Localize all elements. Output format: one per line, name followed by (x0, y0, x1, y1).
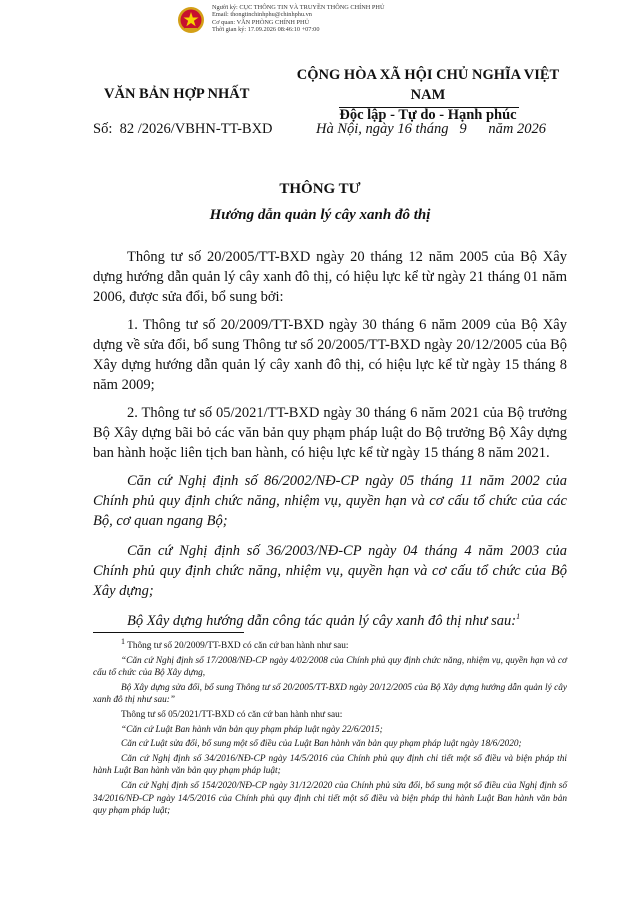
footnote-line: Bộ Xây dựng sửa đổi, bổ sung Thông tư số 20/2005/TT-BXD ngày 20/12/2005 của Bộ Xây dựng hướng dẫn quản lý cây xanh đô thị như sau:” (93, 682, 567, 706)
document-type-label: VĂN BẢN HỢP NHẤT (104, 86, 250, 102)
footnote-line: “Căn cứ Luật Ban hành văn bản quy phạm pháp luật ngày 22/6/2015; (121, 724, 383, 735)
document-date: Hà Nội, ngày 16 tháng 9 năm 2026 (316, 121, 546, 137)
national-motto: Độc lập - Tự do - Hạnh phúc (339, 107, 517, 123)
footnote-line: “Căn cứ Nghị định số 17/2008/NĐ-CP ngày 4/02/2008 của Chính phủ quy định chức năng, nhiệm vụ, quyền hạn và cơ cấu tổ chức của Bộ Xây dựng, (93, 655, 567, 679)
document-subtitle: Hướng dẫn quản lý cây xanh đô thị (209, 207, 431, 223)
national-heading (283, 65, 573, 125)
paragraph-amendment-2: 2. Thông tư số 05/2021/TT-BXD ngày 30 tháng 6 năm 2021 của Bộ trưởng Bộ Xây dựng bãi bỏ các văn bản quy phạm pháp luật do Bộ trưởng Bộ Xây dựng ban hành hoặc liên tịch ban hành, có hiệu lực kể từ ngày 15 tháng 8 năm 2021. (93, 405, 567, 461)
paragraph-amendment-1: 1. Thông tư số 20/2009/TT-BXD ngày 30 tháng 6 năm 2009 của Bộ Xây dựng về sửa đổi, bổ sung Thông tư số 20/2005/TT-BXD ngày 20/12/2005 của Bộ Xây dựng hướng dẫn quản lý cây xanh đô thị, có hiệu lực kể từ ngày 15 tháng 8 năm 2009; (93, 317, 567, 393)
footnote-separator (93, 632, 244, 633)
footnote-line: Thông tư số 05/2021/TT-BXD có căn cứ ban hành như sau: (121, 709, 343, 720)
footnote-line: Căn cứ Luật sửa đổi, bổ sung một số điều của Luật Ban hành văn bản quy phạm pháp luật ngày 18/6/2020; (121, 739, 522, 750)
footnote (93, 636, 567, 820)
motto-underline (339, 107, 519, 108)
paragraph-legal-basis-2: Căn cứ Nghị định số 36/2003/NĐ-CP ngày 04 tháng 4 năm 2003 của Chính phủ quy định chức năng, nhiệm vụ, quyền hạn và cơ cấu tổ chức của Bộ Xây dựng; (93, 543, 567, 599)
national-emblem-icon (177, 6, 205, 34)
paragraph-legal-basis-1: Căn cứ Nghị định số 86/2002/NĐ-CP ngày 05 tháng 11 năm 2002 của Chính phủ quy định chức năng, nhiệm vụ, quyền hạn và cơ cấu tổ chức của các Bộ, cơ quan ngang Bộ; (93, 473, 567, 529)
document-body (93, 247, 567, 641)
document-title: THÔNG TƯ (279, 181, 361, 197)
national-title: CỘNG HÒA XÃ HỘI CHỦ NGHĨA VIỆT NAM (296, 67, 560, 103)
footnote-line: Căn cứ Nghị định số 154/2020/NĐ-CP ngày 31/12/2020 của Chính phủ sửa đổi, bổ sung một số điều của Nghị định số 34/2016/NĐ-CP ngày 14/5/2016 của Chính phủ quy định chi tiết một số điều và biện pháp thi hành Luật Ban hành văn bản quy phạm pháp luật; (93, 780, 567, 817)
digital-signature-info: Người ký: CỤC THÔNG TIN VÀ TRUYỀN THÔNG CHÍNH PHỦ Email: thongtinchinhphu@chinhphu.vn Cơ quan: VĂN PHÒNG CHÍNH PHỦ Thời gian ký: 17.09.2026 08:46:10 +07:00 (212, 4, 385, 34)
footnote-ref[interactable]: 1 (516, 612, 521, 622)
paragraph-intro: Thông tư số 20/2005/TT-BXD ngày 20 tháng 12 năm 2005 của Bộ Xây dựng hướng dẫn quản lý cây xanh đô thị, có hiệu lực kể từ ngày 21 tháng 01 năm 2006, được sửa đổi, bổ sung bởi: (93, 249, 567, 305)
document-number: Số: 82 /2026/VBHN-TT-BXD (93, 121, 273, 137)
footnote-line: $^1$ Thông tư số 20/2009/TT-BXD có căn cứ ban hành như sau: (121, 636, 349, 651)
footnote-line: Căn cứ Nghị định số 34/2016/NĐ-CP ngày 14/5/2016 của Chính phủ quy định chi tiết một số điều và biện pháp thi hành Luật Ban hành văn bản quy phạm pháp luật; (93, 753, 567, 777)
paragraph-guidance: Bộ Xây dựng hướng dẫn công tác quản lý cây xanh đô thị như sau:$^1$ (127, 612, 521, 629)
